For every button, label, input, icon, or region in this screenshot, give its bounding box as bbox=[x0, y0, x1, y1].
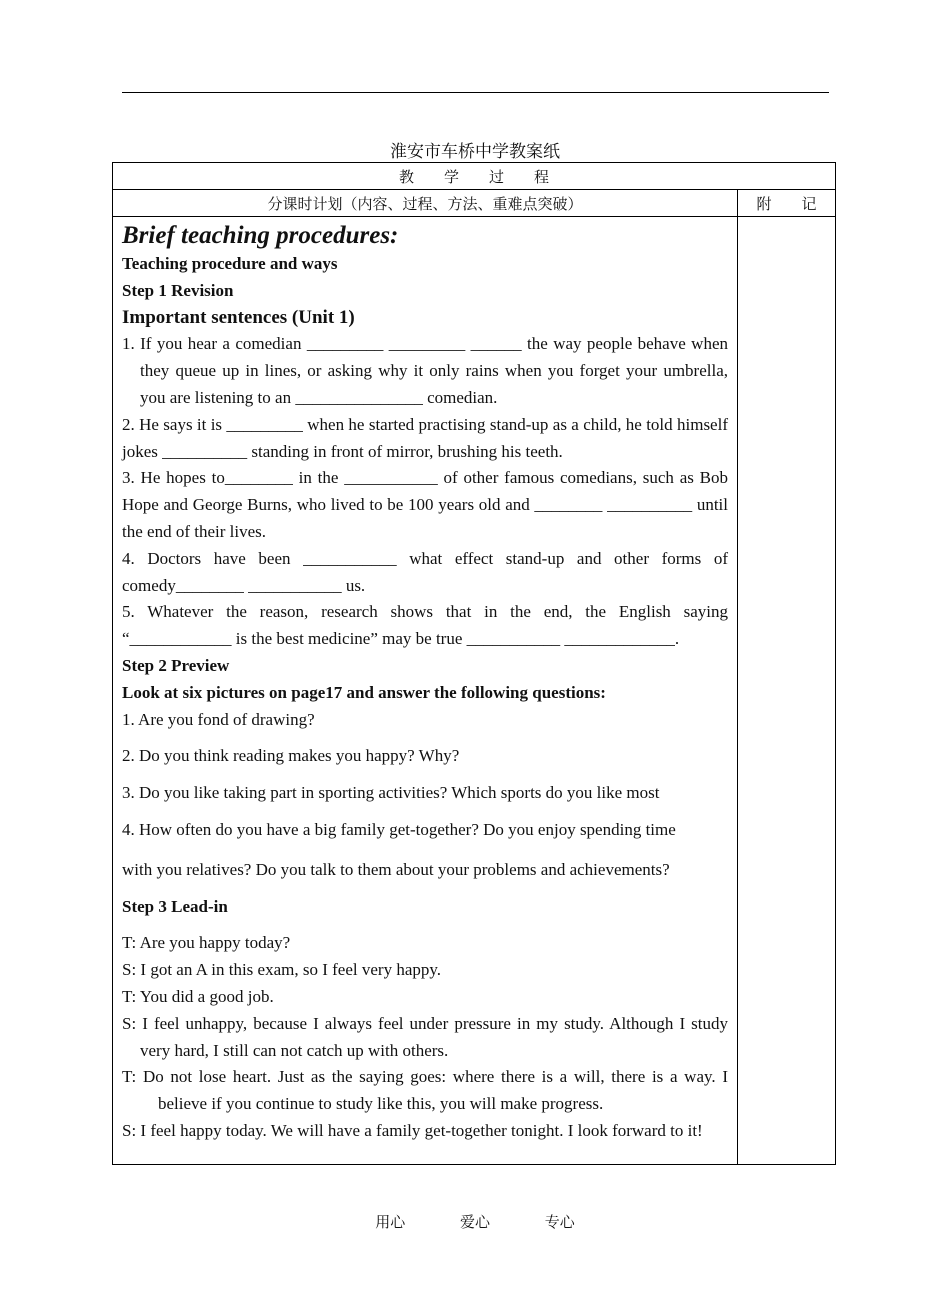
dialogue-line-3: T: You did a good job. bbox=[122, 986, 274, 1006]
dialogue-line-4: S: I feel unhappy, because I always feel under pressure in my study. Although I study very hard, I still can not catch up with others. bbox=[122, 1013, 728, 1060]
sentence-4: 4. Doctors have been ___________ what effect stand-up and other forms of comedy________ ___________ us. bbox=[122, 548, 728, 595]
sentence-3: 3. He hopes to________ in the ___________ of other famous comedians, such as Bob Hope and George Burns, who lived to be 100 years old and ________ __________ until the end of their lives. bbox=[122, 468, 728, 541]
dialogue-line-2: S: I got an A in this exam, so I feel very happy. bbox=[122, 960, 442, 980]
dialogue-line-6: S: I feel happy today. We will have a family get-together tonight. I look forward to it! bbox=[122, 1120, 703, 1140]
content-title: Brief teaching procedures: bbox=[122, 222, 399, 249]
step2-heading: Step 2 Preview bbox=[122, 655, 230, 675]
question-3: 3. Do you like taking part in sporting activities? Which sports do you like most bbox=[122, 783, 660, 803]
question-4: 4. How often do you have a big family get-together? Do you enjoy spending time bbox=[122, 819, 676, 839]
notes-column bbox=[738, 217, 836, 1165]
step3-heading: Step 3 Lead-in bbox=[122, 896, 228, 916]
step1-heading: Step 1 Revision bbox=[122, 280, 234, 300]
header-rule bbox=[122, 92, 829, 93]
question-2: 2. Do you think reading makes you happy? Why? bbox=[122, 746, 460, 766]
page-footer bbox=[0, 1211, 950, 1232]
question-4-continued: with you relatives? Do you talk to them about your problems and achievements? bbox=[122, 859, 670, 879]
content-subtitle: Teaching procedure and ways bbox=[122, 254, 338, 273]
preview-instruction: Look at six pictures on page17 and answer the following questions: bbox=[122, 682, 606, 702]
footer-word-1: 用心 bbox=[375, 1213, 406, 1231]
question-1: 1. Are you fond of drawing? bbox=[122, 709, 315, 729]
table-header-notes: 附 记 bbox=[738, 190, 836, 217]
dialogue-line-1: T: Are you happy today? bbox=[122, 933, 291, 953]
sentence-2: 2. He says it is _________ when he started practising stand-up as a child, he told himself jokes __________ standing in front of mirror, brushing his teeth. bbox=[122, 414, 728, 461]
important-sentences-heading: Important sentences (Unit 1) bbox=[122, 306, 355, 328]
dialogue-line-5: T: Do not lose heart. Just as the saying goes: where there is a will, there is a way. I believe if you continue to study like this, you will make progress. bbox=[122, 1067, 728, 1114]
footer-word-2: 爱心 bbox=[459, 1213, 490, 1231]
table-header-plan: 分课时计划（内容、过程、方法、重难点突破） bbox=[113, 190, 738, 217]
table-header-process: 教 学 过 程 bbox=[113, 163, 836, 190]
lesson-plan-table bbox=[112, 162, 836, 1165]
sentence-1: 1. If you hear a comedian _________ _________ ______ the way people behave when they queue up in lines, or asking why it only rains when you forget your umbrella, you are listening to an _______________ comedian. bbox=[122, 334, 728, 407]
lesson-content bbox=[113, 217, 738, 1165]
page-title: 淮安市车桥中学教案纸 bbox=[390, 142, 560, 162]
footer-word-3: 专心 bbox=[544, 1213, 575, 1231]
sentence-5: 5. Whatever the reason, research shows that in the end, the English saying “____________ is the best medicine” may be true ___________ _____________. bbox=[122, 602, 728, 649]
